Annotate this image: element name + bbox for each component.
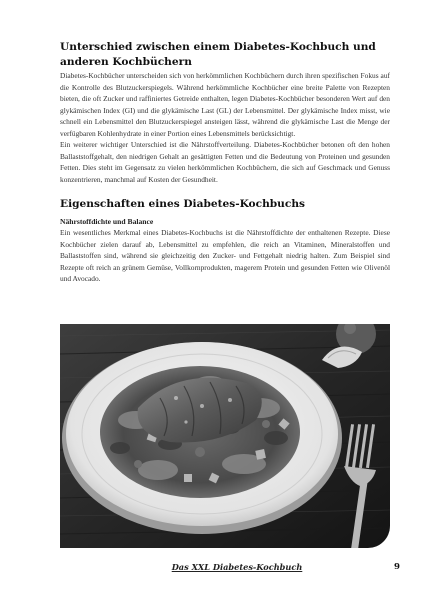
salmon-salad-photo <box>60 324 390 548</box>
page-footer <box>60 561 404 577</box>
text-column <box>60 40 390 285</box>
paragraph-glycemic-index: Diabetes-Kochbücher unterscheiden sich von herkömmlichen Kochbüchern durch ihren spezifischen Fokus auf die Kontrolle des Blutzuckerspiegels. Während herkömmliche Kochbücher eine breite Palette von Rezepten bieten, die oft Zucker und raffiniertes Getreide enthalten, legen Diabetes-Kochbücher besonderen Wert auf den glykämischen Index (GI) und die glykämische Last (GL) der Lebensmittel. Der glykämische Index misst, wie schnell ein Lebensmittel den Blutzuckerspiegel ansteigen lässt, während die glykämische Last die Menge der verfügbaren Kohlenhydrate in einer Portion eines Lebensmittels berücksichtigt. <box>60 71 390 138</box>
footer-book-title: Das XXL Diabetes-Kochbuch <box>171 562 303 572</box>
section-heading-properties: Eigenschaften eines Diabetes-Kochbuchs <box>60 198 306 210</box>
subheading-nutrient-density: Nährstoffdichte und Balance <box>60 217 154 226</box>
page-number: 9 <box>394 562 400 572</box>
paragraph-nutrient-distribution: Ein weiterer wichtiger Unterschied ist die Nährstoffverteilung. Diabetes-Kochbücher betonen oft den hohen Ballaststoffgehalt, den niedrigen Gehalt an gesättigten Fetten und die Bedeutung von Proteinen und gesunden Fetten. Dies steht im Gegensatz zu vielen herkömmlichen Kochbüchern, die sich auf Geschmack und Genuss konzentrieren, manchmal auf Kosten der Gesundheit. <box>60 140 390 184</box>
section-heading-differences: Unterschied zwischen einem Diabetes-Kochbuch und anderen Kochbüchern <box>60 41 376 68</box>
paragraph-nutrient-density: Ein wesentliches Merkmal eines Diabetes-Kochbuchs ist die Nährstoffdichte der enthaltenen Rezepte. Diese Kochbücher zielen darauf ab, Lebensmittel zu empfehlen, die reich an Vitaminen, Mineralstoffen und Ballaststoffen sind, während sie gleichzeitig den Zucker- und Fettgehalt niedrig halten. Zum Beispiel sind Rezepte oft reich an grünem Gemüse, Vollkornprodukten, magerem Protein und gesunden Fetten wie Olivenöl und Avocado. <box>60 228 390 283</box>
